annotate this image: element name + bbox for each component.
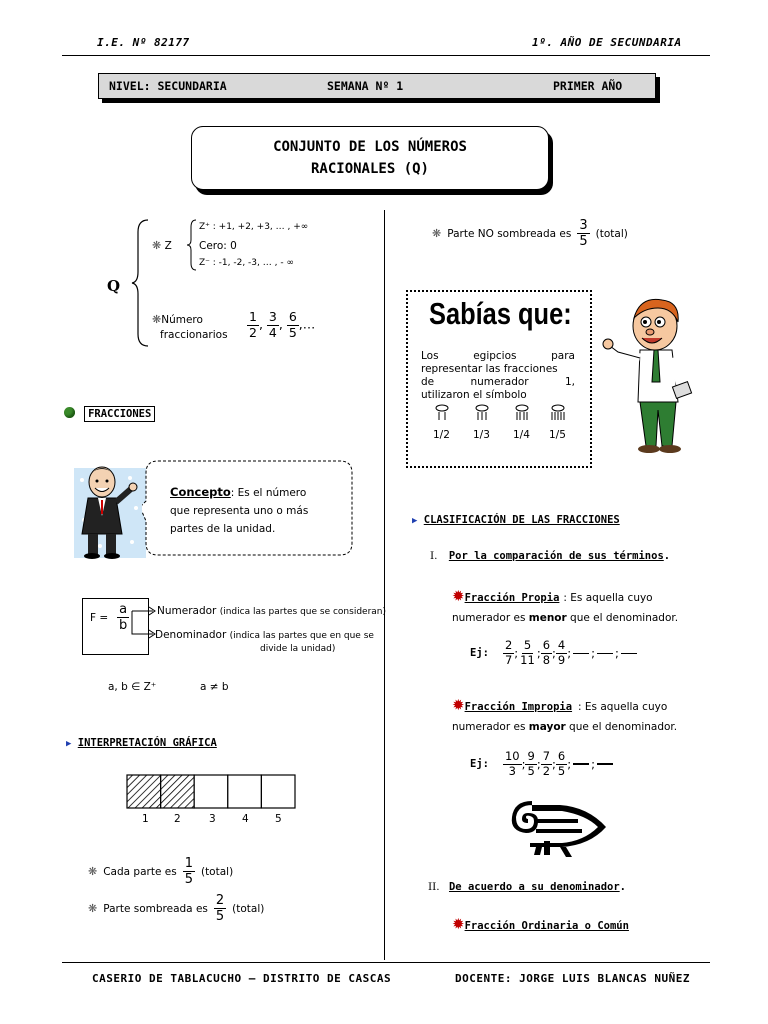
q-symbol: Q xyxy=(107,277,121,295)
red-star-icon: ✹ xyxy=(452,915,465,933)
propia-text-1: : Es aquella cuyo xyxy=(563,592,653,604)
denominator-note-2: divide la unidad) xyxy=(260,644,336,654)
sabias-line-2: representar las fracciones xyxy=(421,363,558,375)
blank-line xyxy=(573,763,589,765)
shaded-part-text: Parte sombreada es xyxy=(103,902,208,915)
propia-block xyxy=(452,586,692,628)
empty-cell xyxy=(228,775,262,808)
red-star-icon: ✹ xyxy=(452,587,465,605)
footer-location: CASERIO DE TABLACUCHO – DISTRITO DE CASCAS xyxy=(92,972,392,985)
cell-label: 2 xyxy=(174,813,181,825)
shaded-cell xyxy=(127,775,161,808)
fraction: $\frac{5}{11}$ xyxy=(520,638,535,667)
impropia-text-2a: numerador es xyxy=(452,721,529,733)
fraction: $\frac{9}{5}$ xyxy=(527,749,535,778)
section-1-num: I. xyxy=(430,550,438,562)
impropia-text-2b: mayor xyxy=(528,721,566,733)
egyptian-symbols-icon xyxy=(430,403,570,425)
clasif-title: CLASIFICACIÓN DE LAS FRACCIONES xyxy=(423,514,620,526)
cell-label: 1 xyxy=(142,813,149,825)
empty-cell xyxy=(194,775,228,808)
concept-line-3: partes de la unidad. xyxy=(170,523,276,535)
no-shaded-line xyxy=(432,219,628,248)
concept-title: Concepto xyxy=(170,485,231,499)
empty-cell xyxy=(261,775,295,808)
fraction: $\frac{1}{2}$ xyxy=(249,309,257,340)
arrow-bullet-icon: ▶ xyxy=(66,739,72,749)
blank-line xyxy=(621,653,637,654)
propia-text-2c: que el denominador. xyxy=(566,612,679,624)
footer-teacher: DOCENTE: JORGE LUIS BLANCAS NUÑEZ xyxy=(455,972,691,985)
shaded-d: 5 xyxy=(215,909,225,924)
bullet-icon: ❋ xyxy=(88,865,98,878)
sabias-line-1: Los egipcios para xyxy=(421,350,575,362)
fraction-bar-diagram xyxy=(126,774,298,810)
each-n: 1 xyxy=(184,856,193,871)
fraction: $\frac{6}{5}$ xyxy=(557,749,566,778)
fish-ornament-icon xyxy=(508,795,612,861)
frac-label-text: Número xyxy=(161,314,203,326)
ej-label: Ej: xyxy=(470,758,489,770)
formula-a: a xyxy=(119,602,128,617)
section-2-title: De acuerdo a su denominador xyxy=(448,881,620,893)
bullet-icon: ❋ xyxy=(152,239,162,252)
footer-rule xyxy=(62,962,710,963)
sabias-text xyxy=(421,350,575,402)
grade-label: 1º. AÑO DE SECUNDARIA xyxy=(532,36,682,49)
section-1-title: Por la comparación de sus términos xyxy=(448,550,664,562)
clasif-heading xyxy=(412,514,620,526)
total-word: (total) xyxy=(232,902,265,915)
shaded-part-line xyxy=(88,894,264,923)
fraction: $\frac{10}{3}$ xyxy=(504,749,520,778)
each-part-line xyxy=(88,857,233,886)
sabias-line-3: de numerador 1, xyxy=(421,376,575,388)
propia-examples: Ej: $\frac{2}{7}$ ; $\frac{5}{11}$ ; $\frac{6}{8}$ ; $\frac{4}{9}$ ; ; ; xyxy=(470,640,639,666)
numerator-label xyxy=(157,605,386,617)
info-bar xyxy=(98,73,656,99)
frac-tail: ,… xyxy=(298,316,316,332)
formula-fraction xyxy=(117,603,129,632)
fracciones-label: FRACCIONES xyxy=(84,406,155,422)
no-shaded-n: 3 xyxy=(579,218,588,233)
arrow-bullet-icon: ▶ xyxy=(412,516,418,526)
fraction: $\frac{4}{9}$ xyxy=(557,638,566,667)
level-label: NIVEL: SECUNDARIA xyxy=(109,79,227,93)
z-label xyxy=(152,239,172,252)
z-plus-line: Z⁺ : +1, +2, +3, … , +∞ xyxy=(199,222,309,232)
pointing-man-cartoon-icon xyxy=(600,292,695,457)
cell-label: 3 xyxy=(209,813,216,825)
green-ball-icon xyxy=(64,407,75,418)
egypt-label: 1/5 xyxy=(549,429,566,441)
each-part-text: Cada parte es xyxy=(103,865,177,878)
blank-line xyxy=(597,763,613,765)
inner-brace-icon xyxy=(186,219,198,271)
fraction: $\frac{7}{2}$ xyxy=(542,749,551,778)
egypt-label: 1/4 xyxy=(513,429,530,441)
impropia-examples: Ej: $\frac{10}{3}$ ; $\frac{9}{5}$ ; $\frac{7}{2}$ ; $\frac{6}{5}$ ; ; xyxy=(470,751,615,777)
egypt-label: 1/3 xyxy=(473,429,490,441)
concept-line-1: : Es el número xyxy=(230,487,307,499)
fraction: $\frac{6}{8}$ xyxy=(542,638,551,667)
section-1: I. Por la comparación de sus términos. xyxy=(430,550,671,562)
condition-1: a, b ∈ Z⁺ xyxy=(108,681,157,693)
sabias-line-4: utilizaron el símbolo xyxy=(421,389,527,401)
total-word: (total) xyxy=(595,227,628,240)
concept-text xyxy=(170,483,340,538)
numerator-note: (indica las partes que se consideran) xyxy=(219,607,386,617)
propia-text-2b: menor xyxy=(528,612,567,624)
ordinaria-title: Fracción Ordinaria o Común xyxy=(464,920,629,932)
fraction: $\frac{2}{7}$ xyxy=(504,638,513,667)
blank-line xyxy=(573,653,589,654)
condition-2: a ≠ b xyxy=(200,681,229,693)
bullet-icon: ❋ xyxy=(88,902,98,915)
fraction: $\frac{6}{5}$ xyxy=(288,309,297,340)
impropia-text-2c: que el denominador. xyxy=(565,721,678,733)
impropia-text-1: : Es aquella cuyo xyxy=(578,701,668,713)
zero-line: Cero: 0 xyxy=(199,240,237,252)
formula-b: b xyxy=(119,618,128,633)
cell-label: 5 xyxy=(275,813,282,825)
school-id: I.E. Nº 82177 xyxy=(97,36,190,49)
denominator-note-1: (indica las partes que en que se xyxy=(229,631,374,641)
bullet-icon: ❋ xyxy=(152,313,162,326)
fracciones-heading xyxy=(64,402,155,422)
frac-label-1 xyxy=(152,313,203,326)
concept-line-2: que representa uno o más xyxy=(170,505,309,517)
numerator-text: Numerador xyxy=(157,605,217,617)
no-shaded-text: Parte NO sombreada es xyxy=(447,227,572,240)
ej-label: Ej: xyxy=(470,647,489,659)
z-text: Z xyxy=(164,240,172,252)
header-rule xyxy=(62,55,710,56)
blank-line xyxy=(597,653,613,654)
frac-label-2: fraccionarios xyxy=(160,329,228,341)
grafica-title: INTERPRETACIÓN GRÁFICA xyxy=(77,737,217,749)
shaded-cell xyxy=(161,775,195,808)
no-shaded-d: 5 xyxy=(579,234,588,249)
cell-label: 4 xyxy=(242,813,249,825)
each-d: 5 xyxy=(184,872,193,887)
title-line-1: CONJUNTO DE LOS NÚMEROS xyxy=(273,139,467,155)
page-title xyxy=(191,126,549,190)
fraction: $\frac{3}{4}$ xyxy=(268,309,277,340)
week-label: SEMANA Nº 1 xyxy=(327,79,404,93)
ordinaria-block xyxy=(452,915,629,933)
total-word: (total) xyxy=(200,865,234,878)
shaded-n: 2 xyxy=(215,893,225,908)
section-2: II. De acuerdo a su denominador. xyxy=(428,881,626,893)
red-star-icon: ✹ xyxy=(452,696,465,714)
section-2-num: II. xyxy=(428,881,440,893)
denominator-label xyxy=(155,629,374,641)
propia-text-2a: numerador es xyxy=(452,612,529,624)
column-divider xyxy=(384,210,385,960)
outer-brace-icon xyxy=(130,218,152,348)
teacher-cartoon-icon xyxy=(70,458,150,563)
z-minus-line: Z⁻ : -1, -2, -3, … , - ∞ xyxy=(199,258,294,268)
sabias-title: Sabías que: xyxy=(429,296,572,331)
denominator-text: Denominador xyxy=(155,629,227,641)
impropia-block xyxy=(452,695,692,737)
formula-f: F = xyxy=(90,612,109,624)
bullet-icon: ❋ xyxy=(432,227,442,240)
grafica-heading xyxy=(66,737,217,749)
frac-examples: $\frac{1}{2}$ , $\frac{3}{4}$ , $\frac{6}{5}$ ,… xyxy=(249,309,316,340)
formula-arrows-icon xyxy=(131,604,157,640)
propia-title: Fracción Propia xyxy=(464,592,560,604)
impropia-title: Fracción Impropia xyxy=(464,701,573,713)
egypt-label: 1/2 xyxy=(433,429,450,441)
year-label: PRIMER AÑO xyxy=(553,79,623,93)
title-line-2: RACIONALES (Q) xyxy=(310,161,429,177)
